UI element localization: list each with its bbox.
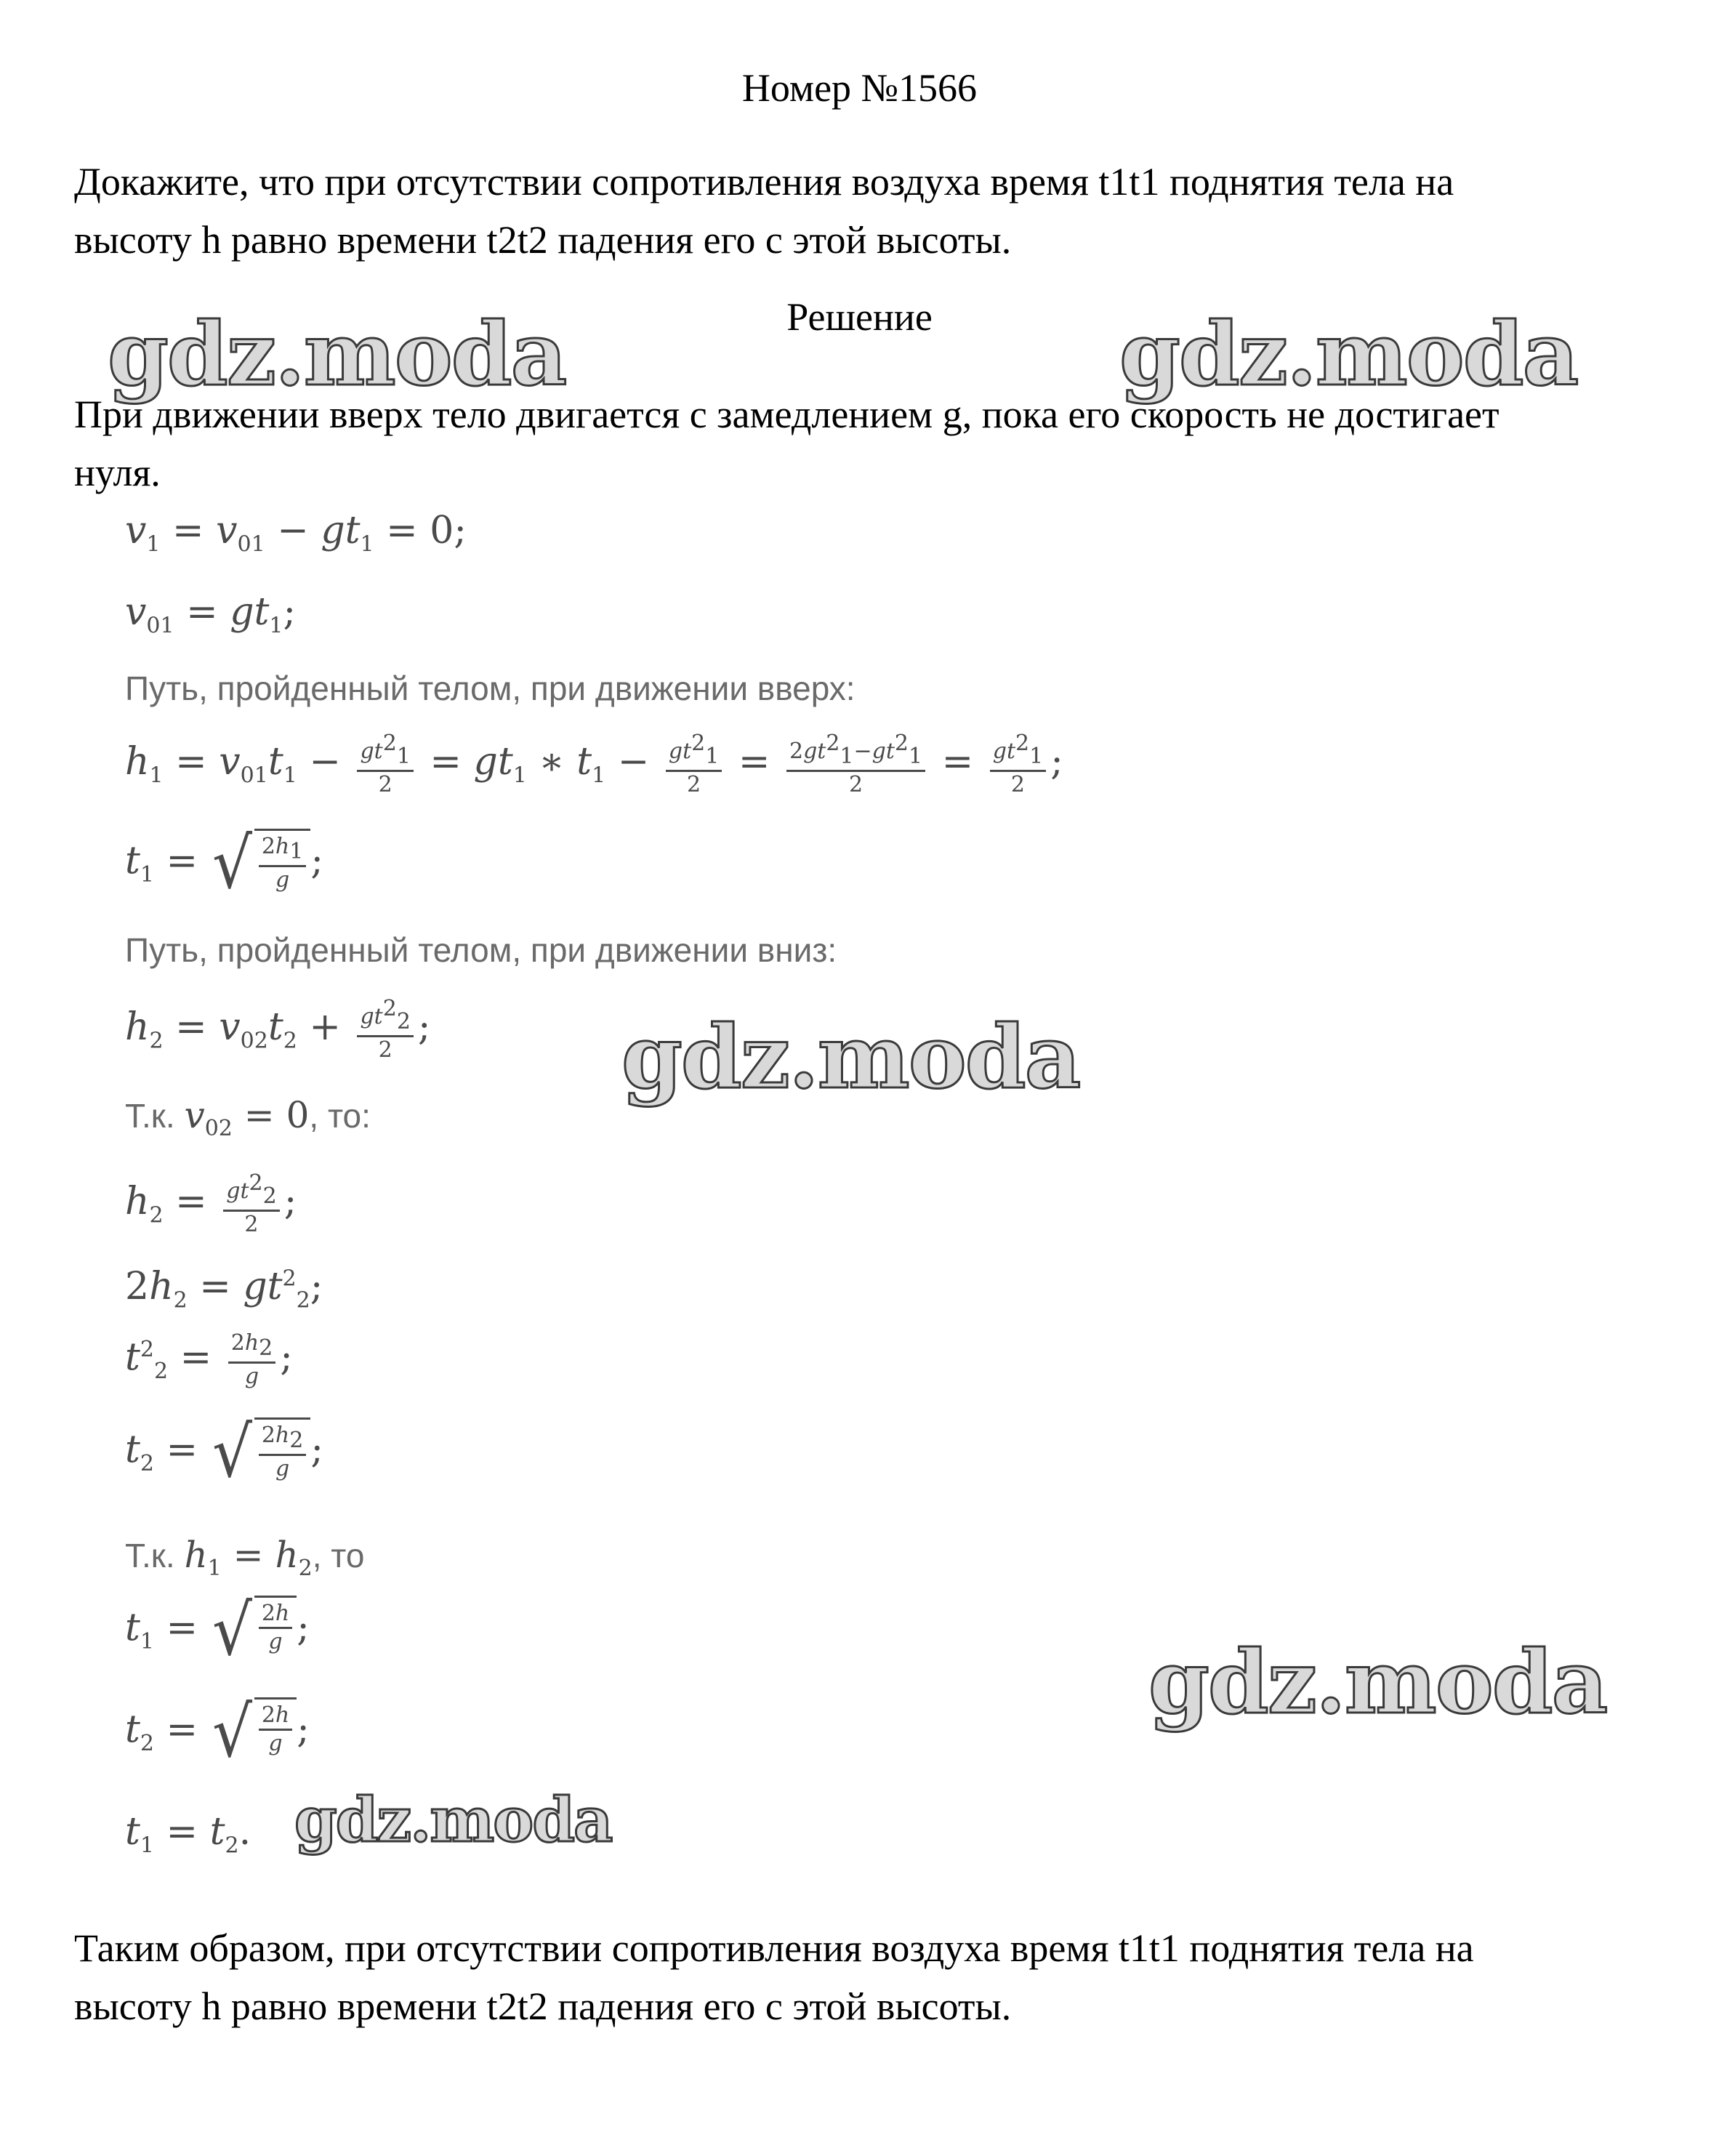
equation-t2-sqrt-h2: $t_2$ = √ $\frac{2h_2}{g}$ ; bbox=[125, 1412, 323, 1493]
watermark: gdz.moda bbox=[294, 1784, 612, 1856]
note-path-down: Путь, пройденный телом, при движении вниз: bbox=[125, 931, 837, 969]
equation-h2: $h_2 = v_{02}t_2$ + $\frac{gt^2_2}{2}$ ; bbox=[125, 996, 431, 1063]
equation-2h2: $2h_2 = gt^2_2$; bbox=[125, 1265, 323, 1314]
equation-t1-final: $t_1$ = √ $\frac{2h}{g}$ ; bbox=[125, 1590, 310, 1671]
intro-line-1: При движении вверх тело двигается с замедлением g, пока его скорость не достигает bbox=[74, 393, 1499, 436]
equation-v01: $v_{01} = gt_1$; bbox=[125, 590, 297, 639]
equation-t2-squared: $t^2_2$ = $\frac{2h_2}{g}$ ; bbox=[125, 1330, 293, 1389]
watermark: gdz.moda bbox=[1148, 1631, 1607, 1734]
equation-t1-equals-t2: $t_1 = t_2$. bbox=[125, 1810, 251, 1859]
solution-intro bbox=[74, 385, 1659, 502]
conclusion bbox=[74, 1919, 1659, 2035]
watermark: gdz.moda bbox=[108, 303, 566, 406]
note-since-h: Т.к. $h_1 = h_2$, то bbox=[125, 1534, 365, 1581]
problem-line-2: высоту h равно времени t2t2 падения его с этой высоты. bbox=[74, 218, 1012, 262]
watermark: gdz.moda bbox=[1119, 303, 1578, 406]
problem-line-1: Докажите, что при отсутствии сопротивления воздуха время t1t1 поднятия тела на bbox=[74, 160, 1454, 204]
conclusion-line-1: Таким образом, при отсутствии сопротивления воздуха время t1t1 поднятия тела на bbox=[74, 1926, 1474, 1970]
equation-t2-final: $t_2$ = √ $\frac{2h}{g}$ ; bbox=[125, 1692, 310, 1773]
equation-h1: $h_1 = v_{01}t_1$ − $\frac{gt^2_1}{2}$ = $gt_1$ ∗ $t_1$ − $\frac{gt^2_1}{2}$ = $\frac{2gt^2_1-gt^2_1}{2}$ = $\frac{gt^2_1}{2}$ ; bbox=[125, 731, 1063, 797]
note-since-h-prefix: Т.к. bbox=[125, 1537, 175, 1574]
note-since-v02: Т.к. $v_{02} = 0$, то: bbox=[125, 1094, 371, 1141]
problem-statement bbox=[74, 153, 1659, 269]
note-since-h-suffix: , то bbox=[312, 1537, 365, 1574]
note-since-v02-prefix: Т.к. bbox=[125, 1097, 175, 1135]
note-since-v02-suffix: , то: bbox=[309, 1097, 371, 1135]
equation-v1: $v_1 = v_{01} - gt_1 = 0$; bbox=[125, 509, 467, 558]
equation-h2-simple: $h_2$ = $\frac{gt^2_2}{2}$ ; bbox=[125, 1170, 297, 1237]
conclusion-line-2: высоту h равно времени t2t2 падения его с этой высоты. bbox=[74, 1984, 1012, 2028]
solution-heading: Решение bbox=[786, 295, 933, 339]
intro-line-2: нуля. bbox=[74, 451, 161, 494]
watermark: gdz.moda bbox=[621, 1006, 1080, 1109]
page-title: Номер №1566 bbox=[741, 66, 978, 110]
note-path-up: Путь, пройденный телом, при движении вверх: bbox=[125, 669, 856, 707]
equation-t1-sqrt-h1: $t_1$ = √ $\frac{2h_1}{g}$ ; bbox=[125, 823, 323, 904]
